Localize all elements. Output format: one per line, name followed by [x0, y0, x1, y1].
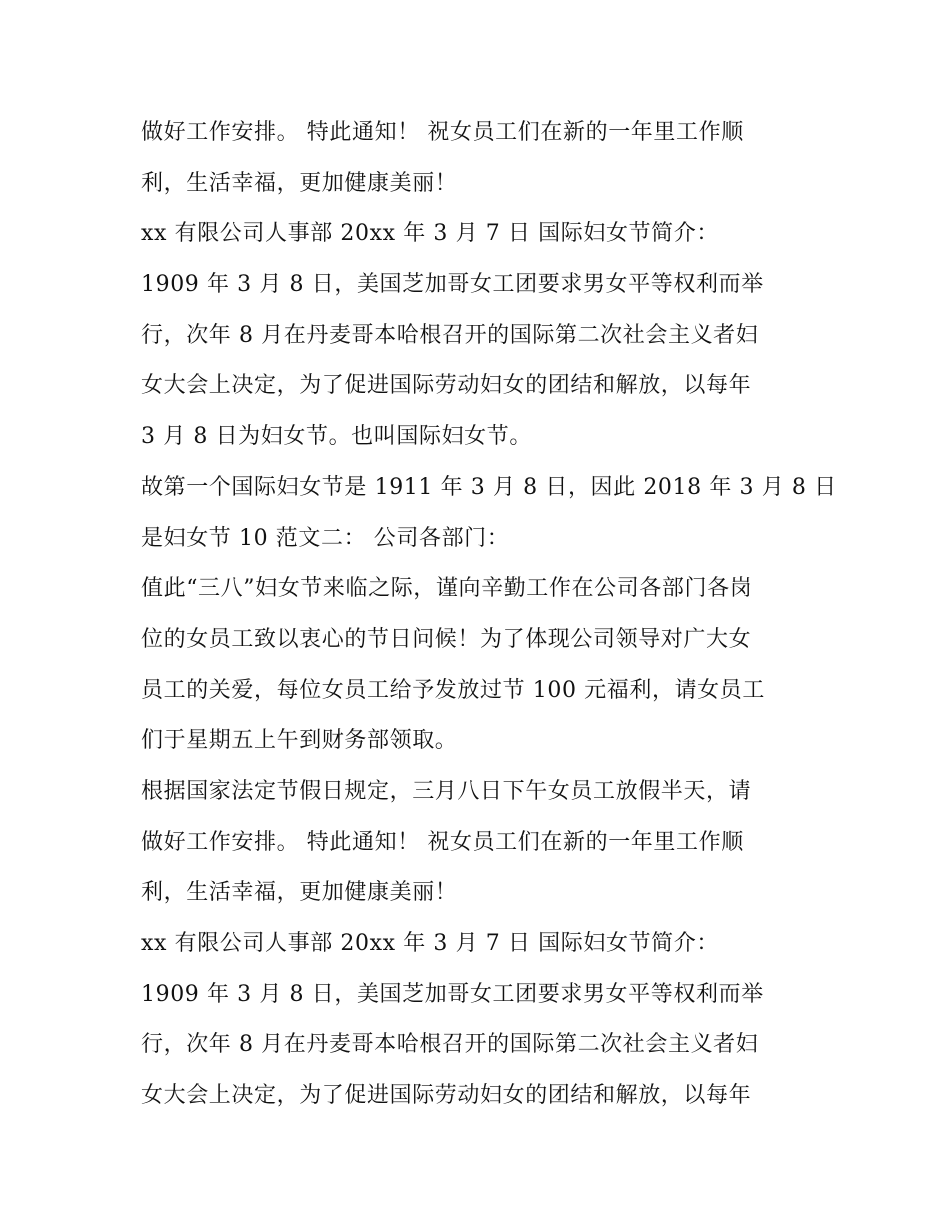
text-line: 做好工作安排。 特此通知！ 祝女员工们在新的一年里工作顺 — [141, 120, 744, 145]
document-body — [141, 108, 837, 1122]
text-line: 做好工作安排。 特此通知！ 祝女员工们在新的一年里工作顺 — [141, 829, 744, 855]
text-line: 值此“三八”妇女节来临之际，谨向辛勤工作在公司各部门各岗 — [141, 576, 753, 602]
text-line: 女大会上决定，为了促进国际劳动妇女的团结和解放，以每年 — [141, 373, 752, 399]
text-line: 1909 年 3 月 8 日，美国芝加哥女工团要求男女平等权利而举 — [141, 981, 764, 1007]
text-line: 3 月 8 日为妇女节。也叫国际妇女节。 — [141, 424, 532, 450]
text-line: xx 有限公司人事部 20xx 年 3 月 7 日 国际妇女节简介： — [141, 931, 719, 956]
text-line: 女大会上决定，为了促进国际劳动妇女的团结和解放，以每年 — [141, 1083, 752, 1109]
text-line: 利，生活幸福，更加健康美丽！ — [141, 170, 458, 196]
text-line: 行，次年 8 月在丹麦哥本哈根召开的国际第二次社会主义者妇 — [141, 322, 759, 348]
text-line: 故第一个国际妇女节是 1911 年 3 月 8 日，因此 2018 年 3 月 8 日 — [141, 474, 837, 500]
text-line: 1909 年 3 月 8 日，美国芝加哥女工团要求男女平等权利而举 — [141, 272, 764, 298]
text-line: 是妇女节 10 范文二： 公司各部门： — [141, 525, 510, 551]
text-line: 位的女员工致以衷心的节日问候！为了体现公司领导对广大女 — [141, 626, 752, 652]
text-line: 们于星期五上午到财务部领取。 — [141, 728, 458, 754]
text-line: 员工的关爱，每位女员工给予发放过节 100 元福利，请女员工 — [141, 677, 765, 703]
text-line: 利，生活幸福，更加健康美丽！ — [141, 880, 458, 906]
text-line: 行，次年 8 月在丹麦哥本哈根召开的国际第二次社会主义者妇 — [141, 1032, 759, 1058]
text-line: xx 有限公司人事部 20xx 年 3 月 7 日 国际妇女节简介： — [141, 221, 719, 247]
text-line: 根据国家法定节假日规定，三月八日下午女员工放假半天，请 — [141, 778, 752, 804]
